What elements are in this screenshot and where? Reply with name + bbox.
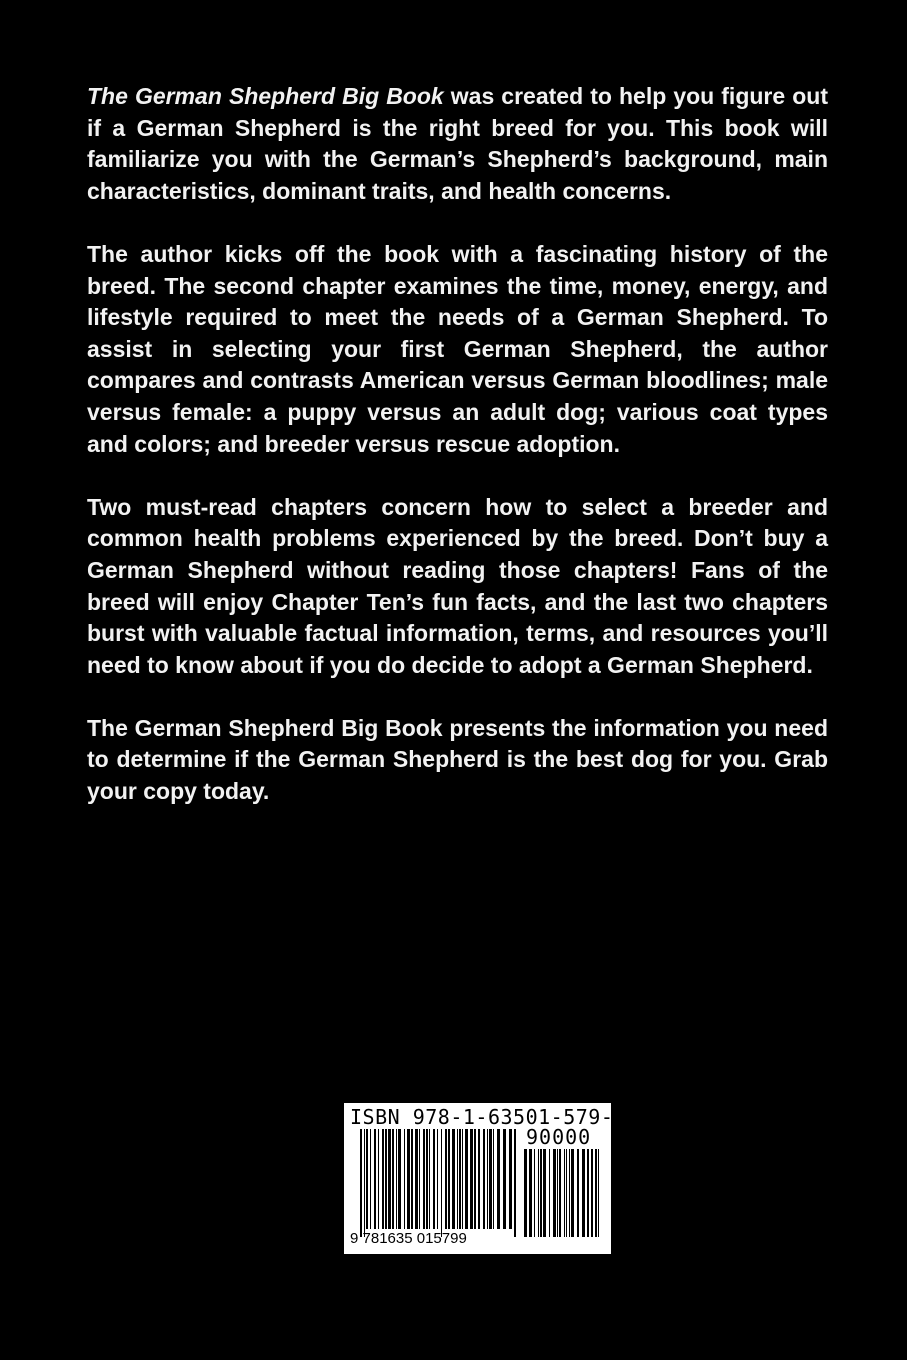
barcode-bar: [509, 1129, 512, 1229]
barcode-bar: [459, 1129, 461, 1229]
barcode-bar: [419, 1129, 420, 1229]
barcode-bar: [582, 1149, 585, 1237]
barcode-bar: [465, 1129, 468, 1229]
barcode-bar: [483, 1129, 485, 1229]
barcode-bar: [577, 1149, 579, 1237]
barcode-bar: [478, 1129, 480, 1229]
barcode-bar: [538, 1149, 539, 1237]
barcode-bar: [559, 1149, 561, 1237]
price-code: 90000: [526, 1125, 592, 1149]
barcode-bar: [497, 1129, 500, 1229]
barcode-bar: [385, 1129, 387, 1229]
barcode-bar: [529, 1149, 532, 1237]
barcode-bar: [366, 1129, 368, 1229]
barcode-bar: [396, 1129, 397, 1229]
barcode-bar: [398, 1129, 401, 1229]
barcode-bar: [524, 1149, 527, 1237]
barcode-bar: [549, 1149, 550, 1237]
barcode-bar: [448, 1129, 450, 1229]
isbn-label: ISBN 978-1-63501-579-9: [350, 1105, 626, 1129]
barcode-bar: [452, 1129, 455, 1229]
book-title-italic: The German Shepherd Big Book: [87, 83, 444, 109]
barcode-bar: [378, 1129, 379, 1229]
barcode-bar: [569, 1149, 570, 1237]
barcode-bar: [489, 1129, 492, 1229]
barcode-bar: [557, 1149, 558, 1237]
ean-digits: 9 781635 015799: [350, 1230, 467, 1247]
barcode-bar: [487, 1129, 488, 1229]
barcode-bar: [374, 1129, 376, 1229]
barcode-bar: [382, 1129, 384, 1229]
barcode-bar: [441, 1129, 442, 1237]
description-paragraph-2: The author kicks off the book with a fascinating history of the breed. The second chapter examines the time, money, energy, and lifestyle required to meet the needs of a German Shepherd. To assist in selecting your first German Shepherd, the author compares and contrasts American versus German bloodlines; male versus female: a puppy versus an adult dog; various coat types and colors; and breeder versus rescue adoption.: [87, 240, 828, 457]
barcode-bar: [534, 1149, 535, 1237]
paragraph-1-text: was created to help you figure out if a German Shepherd is the right breed for you. This book will familiarize you with the German’s Shepherd’s background, main characteristics, dominant traits, and health concerns.: [87, 83, 828, 204]
description-paragraph-3: Two must-read chapters concern how to select a breeder and common health problems experienced by the breed. Don’t buy a German Shepherd without reading those chapters! Fans of the breed will enjoy Chapter Ten’s fun facts, and the last two chapters burst with valuable factual information, terms, and resources you’ll need to know about if you do decide to adopt a German Shepherd.: [87, 493, 828, 678]
description-paragraph-1: [87, 81, 828, 207]
barcode-bar: [587, 1149, 589, 1237]
barcode-bar: [360, 1129, 362, 1237]
barcode-bar: [543, 1149, 546, 1237]
barcode-bar: [571, 1149, 574, 1237]
barcode-bar: [598, 1149, 599, 1237]
barcode-bar: [426, 1129, 428, 1229]
barcode-bar: [591, 1149, 593, 1237]
barcode-bar: [415, 1129, 418, 1229]
barcode-bar: [474, 1129, 476, 1229]
barcode-bar: [370, 1129, 371, 1229]
barcode-bar: [462, 1129, 463, 1229]
barcode-bar: [470, 1129, 473, 1229]
barcode-bar: [392, 1129, 394, 1229]
barcode-bar: [445, 1129, 447, 1229]
barcode-bar: [566, 1149, 567, 1237]
barcode-bar: [423, 1129, 425, 1229]
isbn-barcode: [344, 1103, 626, 1254]
barcode-bar: [404, 1129, 405, 1229]
barcode-bar: [388, 1129, 391, 1229]
barcode-bar: [553, 1149, 556, 1237]
barcode-bar: [564, 1149, 565, 1237]
barcode-bar: [540, 1149, 542, 1237]
barcode-bar: [411, 1129, 413, 1229]
barcode-bar: [595, 1149, 597, 1237]
barcode-bar: [503, 1129, 506, 1229]
barcode-bar: [429, 1129, 430, 1229]
barcode-bar: [493, 1129, 494, 1229]
barcode-bar: [457, 1129, 458, 1229]
back-cover-description: [87, 81, 828, 839]
barcode-bar: [364, 1129, 365, 1237]
barcode-bar: [433, 1129, 435, 1229]
barcode-bar: [437, 1129, 438, 1229]
barcode-bar: [407, 1129, 410, 1229]
barcode-bar: [514, 1129, 516, 1237]
description-paragraph-4: The German Shepherd Big Book presents the information you need to determine if the German Shepherd is the best dog for you. Grab your copy today.: [87, 714, 828, 805]
